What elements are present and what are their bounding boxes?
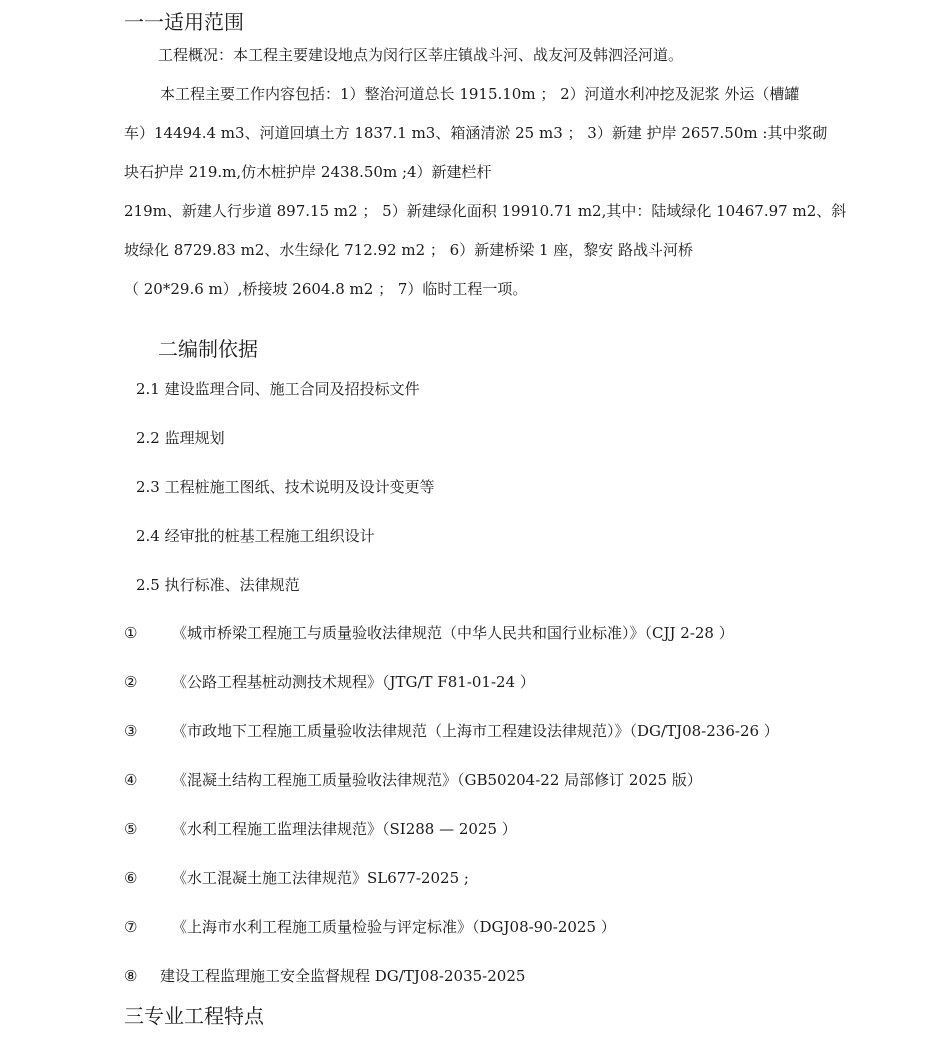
reference-item — [124, 818, 517, 839]
reference-number: ④ — [124, 771, 138, 789]
project-overview: 工程概况：本工程主要建设地点为闵行区莘庄镇战斗河、战友河及韩泗泾河道。 — [158, 46, 684, 64]
reference-item — [124, 965, 525, 986]
reference-item — [124, 916, 616, 937]
content-line-3: 块石护岸 219.m,仿木桩护岸 2438.50m ;4）新建栏杆 — [124, 163, 492, 181]
reference-text: 《混凝土结构工程施工质量验收法律规范》（GB50204-22 局部修订 2025 版） — [172, 771, 702, 789]
reference-item — [124, 671, 535, 692]
basis-item: 2.5 执行标准、法律规范 — [136, 576, 300, 594]
section-2-heading: 二编制依据 — [158, 337, 258, 361]
reference-item — [124, 769, 702, 790]
reference-number: ② — [124, 673, 138, 691]
reference-item — [124, 622, 734, 643]
reference-number: ⑦ — [124, 918, 138, 936]
reference-number: ⑧ — [124, 967, 138, 985]
basis-item: 2.1 建设监理合同、施工合同及招投标文件 — [136, 380, 420, 398]
reference-text: 建设工程监理施工安全监督规程 DG/TJ08-2035-2025 — [160, 967, 526, 985]
reference-item — [124, 720, 779, 741]
reference-text: 《上海市水利工程施工质量检验与评定标准》（DGJ08-90-2025 ） — [172, 918, 616, 936]
section-3-heading: 三专业工程特点 — [124, 1004, 264, 1028]
content-line-1: 本工程主要工作内容包括：1）整治河道总长 1915.10m ； 2）河道水利冲挖及泥浆 外运（槽罐 — [160, 85, 800, 103]
content-line-4: 219m、新建人行步道 897.15 m2 ； 5）新建绿化面积 19910.71 m2,其中：陆域绿化 10467.97 m2、斜 — [124, 202, 847, 220]
content-line-6: （ 20*29.6 m）,桥接坡 2604.8 m2 ； 7）临时工程一项。 — [124, 280, 528, 298]
reference-text: 《市政地下工程施工质量验收法律规范（上海市工程建设法律规范）》（DG/TJ08-236-26 ） — [172, 722, 779, 740]
basis-item: 2.3 工程桩施工图纸、技术说明及设计变更等 — [136, 478, 435, 496]
content-line-5: 坡绿化 8729.83 m2、水生绿化 712.92 m2 ； 6）新建桥梁 1 座，黎安 路战斗河桥 — [124, 241, 694, 259]
reference-text: 《水利工程施工监理法律规范》（SI288 — 2025 ） — [172, 820, 517, 838]
reference-number: ⑥ — [124, 869, 138, 887]
reference-number: ⑤ — [124, 820, 138, 838]
section-1-heading: 一一适用范围 — [124, 10, 244, 34]
reference-text: 《公路工程基桩动测技术规程》（JTG/T F81-01-24 ） — [172, 673, 535, 691]
content-line-2: 车）14494.4 m3、河道回填土方 1837.1 m3、箱涵清淤 25 m3 ； 3）新建 护岸 2657.50m :其中浆砌 — [124, 124, 828, 142]
reference-number: ① — [124, 624, 138, 642]
reference-text: 《城市桥梁工程施工与质量验收法律规范（中华人民共和国行业标准）》（CJJ 2-28 ） — [172, 624, 734, 642]
reference-text: 《水工混凝土施工法律规范》SL677-2025 ; — [172, 869, 469, 887]
reference-item — [124, 867, 469, 888]
reference-number: ③ — [124, 722, 138, 740]
basis-item: 2.2 监理规划 — [136, 429, 225, 447]
basis-item: 2.4 经审批的桩基工程施工组织设计 — [136, 527, 375, 545]
